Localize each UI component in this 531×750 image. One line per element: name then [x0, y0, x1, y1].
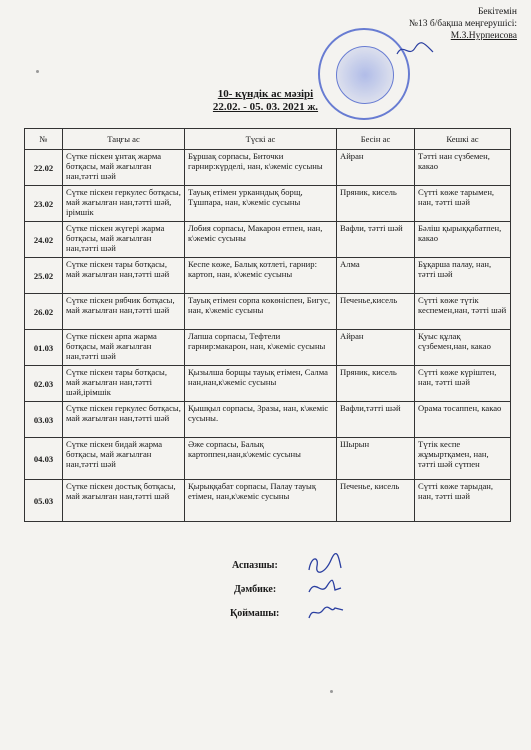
row-breakfast: Сүтке піскен тары ботқасы, май жағылған нан,тәтті шәй [63, 258, 185, 294]
row-breakfast: Сүтке піскен геркулес ботқасы, май жағылған нан,тәтті шәй [63, 402, 185, 438]
header-breakfast: Таңғы ас [63, 129, 185, 150]
row-date: 25.02 [25, 258, 63, 294]
row-dinner: Қуыс құлақ сүзбемен,нан, какао [415, 330, 511, 366]
table-row [25, 402, 511, 438]
cook-label: Аспазшы: [232, 560, 278, 571]
table-row [25, 480, 511, 522]
row-snack: Пряник, кисель [337, 366, 415, 402]
table-row [25, 294, 511, 330]
row-breakfast: Сүтке піскен геркулес ботқасы, май жағылған нан,тәтті шәй, ірімшік [63, 186, 185, 222]
row-snack: Шырын [337, 438, 415, 480]
nurse-label: Дәмбике: [234, 584, 277, 595]
menu-table [24, 128, 511, 522]
row-date: 04.03 [25, 438, 63, 480]
table-row [25, 366, 511, 402]
table-row [25, 438, 511, 480]
row-dinner: Орама тосаппен, какао [415, 402, 511, 438]
row-dinner: Сүтті көже тарымен, нан, тәтті шәй [415, 186, 511, 222]
approval-label: Бекітемін [477, 7, 517, 17]
row-breakfast: Сүтке піскен тары ботқасы, май жағылған нан,тәтті шәй,ірімшік [63, 366, 185, 402]
table-header-row [25, 129, 511, 150]
row-dinner: Сүтті көже түтік кеспемен,нан, тәтті шәй [415, 294, 511, 330]
header-number: № [25, 129, 63, 150]
row-snack: Печенье, кисель [337, 480, 415, 522]
table-row [25, 258, 511, 294]
row-date: 02.03 [25, 366, 63, 402]
row-lunch: Әже сорпасы, Балық картоппен,нан,к\жеміс сусыны [185, 438, 337, 480]
row-snack: Айран [337, 330, 415, 366]
row-snack: Айран [337, 150, 415, 186]
table-row [25, 330, 511, 366]
row-lunch: Қырыққабат сорпасы, Палау тауық етімен, нан,к\жеміс сусыны [185, 480, 337, 522]
row-lunch: Тауық етімен урканндық борщ, Тұшпара, нан, к\жеміс сусыны [185, 186, 337, 222]
row-breakfast: Сүтке піскен ұнтақ жарма ботқасы, май жағылған нан,тәтті шәй [63, 150, 185, 186]
row-dinner: Бәліш қырыққабатпен, какао [415, 222, 511, 258]
row-breakfast: Сүтке піскен арпа жарма ботқасы, май жағылған нан,тәтті шәй [63, 330, 185, 366]
row-date: 03.03 [25, 402, 63, 438]
row-date: 05.03 [25, 480, 63, 522]
approval-name: М.З.Нурпеисова [450, 31, 517, 41]
row-breakfast: Сүтке піскен бидай жарма ботқасы, май жағылған нан,тәтті шәй [63, 438, 185, 480]
row-breakfast: Сүтке піскен рябчик ботқасы, май жағылған нан,тәтті шәй [63, 294, 185, 330]
row-snack: Вафли,тәтті шәй [337, 402, 415, 438]
row-dinner: Тәтті нан сүзбемен, какао [415, 150, 511, 186]
cook-signature [305, 552, 345, 576]
paper-speck [36, 70, 39, 73]
row-breakfast: Сүтке піскен достық ботқасы, май жағылған нан,тәтті шәй [63, 480, 185, 522]
row-snack: Алма [337, 258, 415, 294]
approval-position: №13 б/бақша меңгерушісі: [408, 19, 517, 29]
row-date: 22.02 [25, 150, 63, 186]
row-lunch: Лапша сорпасы, Тефтели гарнир:макарон, нан, к\жеміс сусыны [185, 330, 337, 366]
header-dinner: Кешкі ас [415, 129, 511, 150]
row-dinner: Сүтті көже күріштен, нан, тәтті шәй [415, 366, 511, 402]
table-row [25, 222, 511, 258]
director-signature [395, 40, 435, 60]
nurse-signature [305, 576, 345, 600]
storekeeper-signature [305, 600, 345, 624]
menu-period: 22.02. - 05. 03. 2021 ж. [212, 101, 319, 113]
row-date: 24.02 [25, 222, 63, 258]
row-lunch: Кеспе көже, Балық котлеті, гарнир: картоп, нан, к\жеміс сусыны [185, 258, 337, 294]
row-dinner: Сүтті көже тарыдан, нан, тәтті шәй [415, 480, 511, 522]
row-lunch: Қышқыл сорпасы, Зразы, нан, к\жеміс сусыны. [185, 402, 337, 438]
row-lunch: Лобия сорпасы, Макарон етпен, нан, к\жеміс сусыны [185, 222, 337, 258]
storekeeper-label: Қоймашы: [230, 608, 280, 619]
row-lunch: Бұршақ сорпасы, Биточки гарнир:күрделі, нан, к\жеміс сусыны [185, 150, 337, 186]
row-breakfast: Сүтке піскен жүгері жарма ботқасы, май жағылған нан,тәтті шәй [63, 222, 185, 258]
approval-block [409, 6, 517, 42]
row-lunch: Тауық етімен сорпа көкөніспен, Бигус, нан, к\жеміс сусыны [185, 294, 337, 330]
paper-speck [330, 690, 333, 693]
table-row [25, 186, 511, 222]
row-date: 23.02 [25, 186, 63, 222]
row-snack: Печенье,кисель [337, 294, 415, 330]
header-snack: Бесін ас [337, 129, 415, 150]
table-row [25, 150, 511, 186]
menu-title: 10- күндік ас мәзірі [217, 88, 314, 100]
row-snack: Вафли, тәтті шәй [337, 222, 415, 258]
header-lunch: Түскі ас [185, 129, 337, 150]
row-date: 26.02 [25, 294, 63, 330]
row-snack: Пряник, кисель [337, 186, 415, 222]
row-date: 01.03 [25, 330, 63, 366]
row-dinner: Түтік кеспе жұмыртқамен, нан, тәтті шәй сүтпен [415, 438, 511, 480]
row-dinner: Бұқарша палау, нан, тәтті шәй [415, 258, 511, 294]
row-lunch: Қызылша борщы тауық етімен, Салма нан,нан,к\жеміс сусыны [185, 366, 337, 402]
